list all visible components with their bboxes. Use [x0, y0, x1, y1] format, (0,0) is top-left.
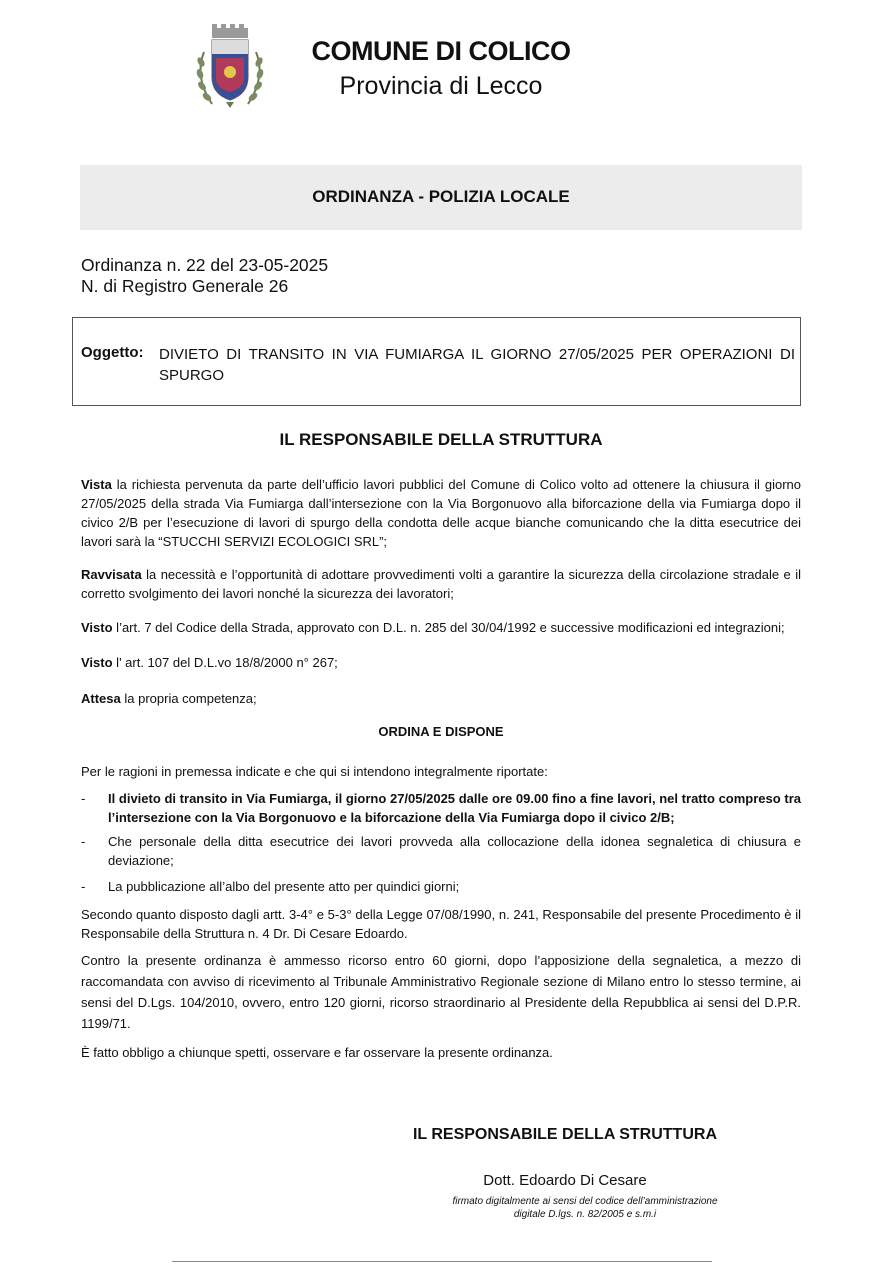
premise-text: la richiesta pervenuta da parte dell’ufficio lavori pubblici del Comune di Colico volto ad ottenere la chiusura il giorno 27/05/2025 della strada Via Fumiarga dall’intersezione con la Via Borgonuovo alla biforcazione della via Fumiarga dopo il civico 2/B per l’esecuzione di lavori di spurgo della condotta delle acque bianche comunicando che la ditta esecutrice dei lavori sarà la “STUCCHI SERVIZI ECOLOGICI SRL”;	[81, 477, 801, 549]
closing-paragraph: È fatto obbligo a chiunque spetti, osservare e far osservare la presente ordinanza.	[81, 1045, 553, 1060]
bullet-text: La pubblicazione all’albo del presente atto per quindici giorni;	[108, 879, 460, 894]
document-type-banner	[80, 165, 802, 230]
footer-divider	[172, 1261, 712, 1262]
municipality-name: COMUNE DI COLICO	[311, 36, 571, 66]
premise-paragraph	[81, 565, 801, 603]
premise-lead: Visto	[81, 655, 113, 670]
bullet-dash: -	[81, 834, 86, 849]
premise-paragraph	[81, 653, 801, 672]
ordina-heading: ORDINA E DISPONE	[378, 724, 504, 739]
closing-paragraph: Contro la presente ordinanza è ammesso ricorso entro 60 giorni, dopo l’apposizione della segnaletica, a mezzo di raccomandata con avviso di ricevimento al Tribunale Amministrativo Regionale sezione di Milano entro lo stesso termine, ai sensi del D.Lgs. 104/2010, ovvero, entro 120 giorni, ricorso straordinario al Presidente della Repubblica ai sensi del D.P.R. 1199/71.	[81, 953, 801, 1031]
premise-text: la propria competenza;	[120, 691, 257, 706]
premise-lead: Vista	[81, 477, 112, 492]
premise-text: la necessità e l’opportunità di adottare provvedimenti volti a garantire la sicurezza della circolazione stradale e il corretto svolgimento dei lavori nonché la sicurezza dei lavoratori;	[81, 567, 801, 601]
ordina-intro: Per le ragioni in premessa indicate e che qui si intendono integralmente riportate:	[81, 764, 548, 779]
digital-signature-note: firmato digitalmente ai sensi del codice dell’amministrazione	[452, 1196, 718, 1207]
premise-lead: Attesa	[81, 691, 121, 706]
subject-box	[72, 317, 801, 406]
bullet-text: Che personale della ditta esecutrice dei lavori provveda alla collocazione della idonea segnaletica di chiusura e deviazione;	[108, 834, 801, 868]
bullet-dash: -	[81, 791, 86, 806]
digital-signature-note: digitale D.lgs. n. 82/2005 e s.m.i	[513, 1209, 657, 1220]
ordinance-number: Ordinanza n. 22 del 23-05-2025	[81, 255, 329, 275]
premise-paragraph	[81, 475, 801, 551]
premise-paragraph	[81, 618, 801, 637]
closing-paragraph: Secondo quanto disposto dagli artt. 3-4° e 5-3° della Legge 07/08/1990, n. 241, Responsabile del presente Procedimento è il Responsabile della Struttura n. 4 Dr. Di Cesare Edoardo.	[81, 907, 801, 941]
bullet-dash: -	[81, 879, 86, 894]
bullet-text: Il divieto di transito in Via Fumiarga, il giorno 27/05/2025 dalle ore 09.00 fino a fine lavori, nel tratto compreso tra l’intersezione con la Via Borgonuovo e la biforcazione della Via Fumiarga dopo il civico 2/B;	[108, 791, 801, 825]
premise-paragraph	[81, 689, 801, 708]
section-heading: IL RESPONSABILE DELLA STRUTTURA	[279, 430, 603, 449]
premise-lead: Ravvisata	[81, 567, 142, 582]
register-number: N. di Registro Generale 26	[81, 276, 289, 296]
document-type-title: ORDINANZA - POLIZIA LOCALE	[312, 187, 570, 206]
signatory-role: IL RESPONSABILE DELLA STRUTTURA	[412, 1126, 717, 1143]
premise-text: l’art. 7 del Codice della Strada, approvato con D.L. n. 285 del 30/04/1992 e successive modificazioni ed integrazioni;	[112, 620, 785, 635]
premise-text: l' art. 107 del D.L.vo 18/8/2000 n° 267;	[112, 655, 338, 670]
subject-label: Oggetto:	[81, 344, 144, 361]
coat-of-arms-icon	[190, 22, 270, 112]
signatory-name: Dott. Edoardo Di Cesare	[483, 1172, 647, 1189]
premise-lead: Visto	[81, 620, 113, 635]
province-name: Provincia di Lecco	[339, 72, 543, 100]
subject-text: DIVIETO DI TRANSITO IN VIA FUMIARGA IL GIORNO 27/05/2025 PER OPERAZIONI DI SPURGO	[159, 346, 795, 384]
